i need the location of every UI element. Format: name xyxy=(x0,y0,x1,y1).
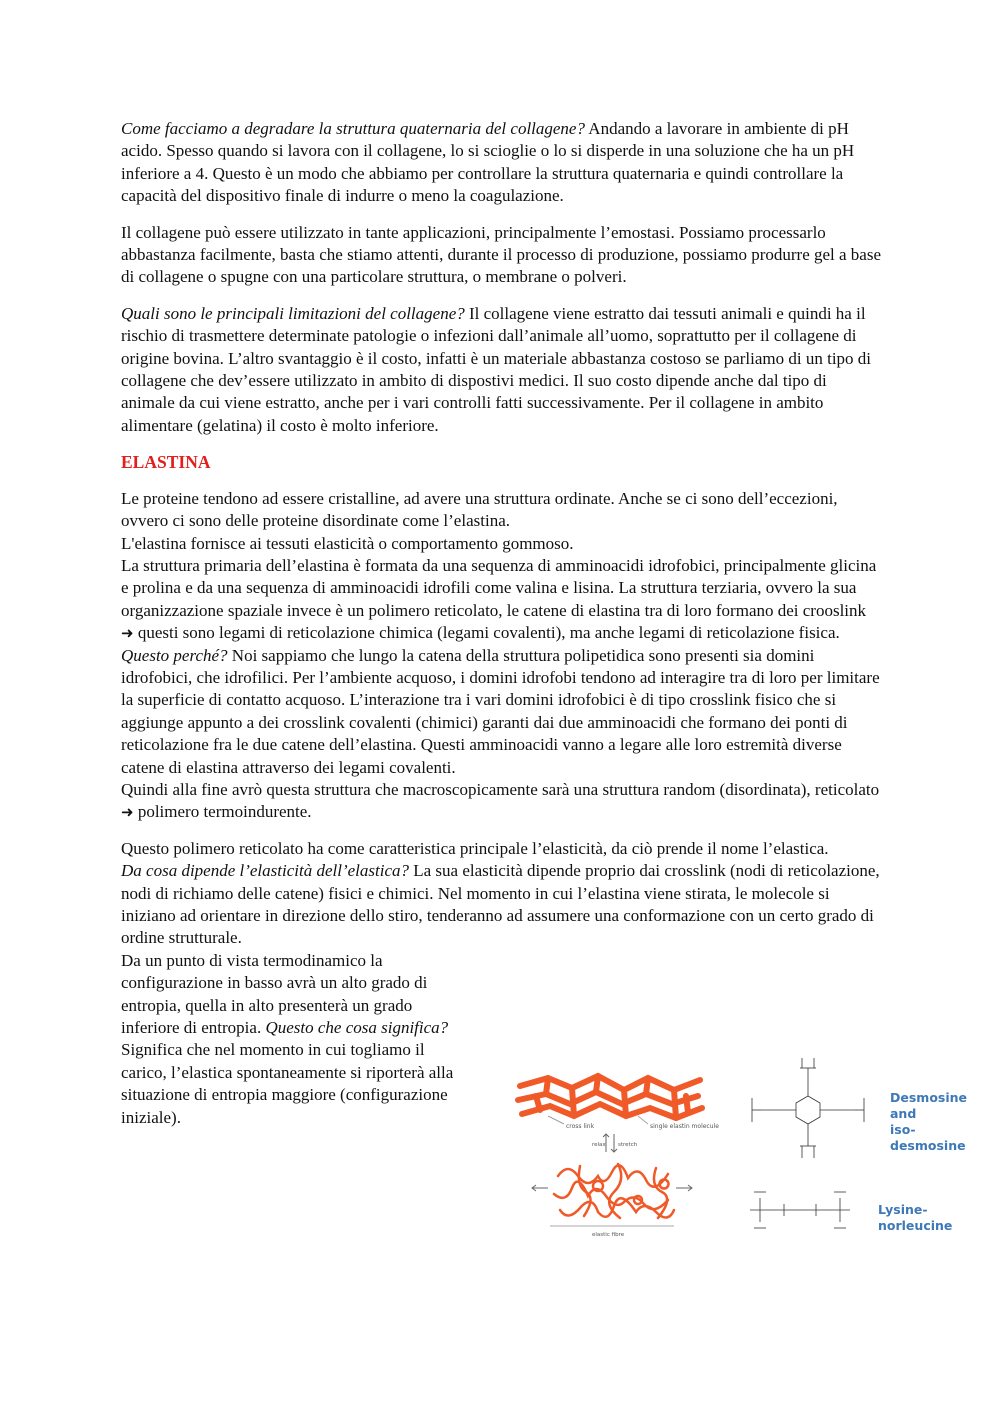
label-stretch: stretch xyxy=(618,1142,638,1148)
label-crosslink: cross link xyxy=(566,1123,595,1130)
arrow-icon: ➜ xyxy=(121,624,134,643)
label-relax: relax xyxy=(592,1142,606,1148)
elastin-figure xyxy=(488,1046,988,1246)
paragraph-thermodynamics: Da un punto di vista termodinamico la configurazione in basso avrà un alto grado di entropia, quella in alto presenterà un grado inferiore di entropia. Questo che cosa significa? Significa che nel momento in cui togliamo il carico, l’elastica spontaneamente si riporterà alla situazione di entropia maggiore (configurazione iniziale). xyxy=(121,950,454,1127)
paragraph-elastina: Le proteine tendono ad essere cristalline, ad avere una struttura ordinate. Anche se ci sono dell’eccezioni, ovvero ci sono delle proteine disordinate come l’elastina. L'elastina fornisce ai tessuti elasticità o comportamento gommoso. La struttura primaria dell’elastina è formata da una sequenza di amminoacidi idrofobici, principalmente glicina e prolina e da una sequenza di amminoacidi idrofili come valina e lisina. La struttura terziaria, ovvero la sua organizzazione spaziale invece è un polimero reticolato, le catene di elastina tra di loro formano dei crooslink ➜ questi sono legami di reticolazione chimica (legami covalenti), ma anche legami di reticolazione fisica. Questo perché? Noi sappiamo che lungo la catena della struttura polipetidica sono presenti sia domini idrofobici, che idrofilici. Per l’ambiente acquoso, i domini idrofobi tendono ad interagire tra di loro per limitare la superficie di contatto acquoso. L’interazione tra i vari domini idrofobici è di tipo crosslink fisico che si aggiunge appunto a dei crosslink covalenti (chimici) garanti dai due amminoacidi che formano dei ponti di reticolazione fra le due catene dell’elastina. Questi amminoacidi vanno a legare alle loro estremità diverse catene di elastina attraverso dei legami covalenti. Quindi alla fine avrò questa struttura che macroscopicamente sarà una struttura random (disordinata), reticolato ➜ polimero termoindurente. xyxy=(121,488,880,822)
arrow-icon: ➜ xyxy=(121,803,134,822)
lysine-norleucine-label: Lysine-norleucine xyxy=(878,1202,953,1233)
paragraph-collagen-limitations: Quali sono le principali limitazioni del collagene? Il collagene viene estratto dai tessuti animali e quindi ha il rischio di trasmettere determinate patologie o infezioni dall’animale all’uomo, soprattutto per il collagene di origine bovina. L’altro svantaggio è il costo, infatti è un materiale abbastanza costoso se parliamo di un tipo di collagene che dev’essere utilizzato in ambito di dispostivi medici. Il suo costo dipende anche dal tipo di animale da cui viene estratto, anche per i vari controlli fatti successivamente. Per il collagene in ambito alimentare (gelatina) il costo è molto inferiore. xyxy=(121,303,872,435)
paragraph-elasticity: Questo polimero reticolato ha come caratteristica principale l’elasticità, da ciò prende il nome l’elastica. Da cosa dipende l’elasticità dell’elastica? La sua elasticità dipende proprio dai crosslink (nodi di reticolazione, nodi di richiamo delle catene) fisici e chimici. Nel momento in cui l’elastina viene stirata, le molecole si iniziano ad orientare in direzione dello stiro, tenderanno ad assumere una conformazione con un certo grado di ordine strutturale. xyxy=(121,838,880,948)
stretched-network xyxy=(518,1076,702,1118)
section-heading-elastina: ELASTINA xyxy=(121,452,211,473)
question: Questo che cosa significa? xyxy=(265,1018,449,1038)
paragraph-collagen-applications: Il collagene può essere utilizzato in tante applicazioni, principalmente l’emostasi. Possiamo processarlo abbastanza facilmente, basta che stiamo attenti, durante il processo di produzione, possiamo produrre gel a base di collagene o spugne con una particolare struttura, o membrane o polveri. xyxy=(121,222,882,287)
question: Questo perché? xyxy=(121,645,228,665)
desmosine-label: Desmosine and iso-desmosine xyxy=(890,1090,968,1153)
question: Quali sono le principali limitazioni del collagene? xyxy=(121,303,465,323)
label-elastic-fibre: elastic fibre xyxy=(592,1232,625,1238)
document-body xyxy=(121,118,881,1129)
label-single-molecule: single elastin molecule xyxy=(650,1123,719,1130)
lysine-norleucine-structure xyxy=(750,1192,850,1228)
desmosine-structure xyxy=(752,1058,864,1158)
relaxed-network xyxy=(554,1164,674,1218)
question: Da cosa dipende l’elasticità dell’elastica? xyxy=(121,861,409,881)
question: Come facciamo a degradare la struttura quaternaria del collagene? xyxy=(121,119,585,138)
paragraph-collagen-degradation: Come facciamo a degradare la struttura quaternaria del collagene? Andando a lavorare in ambiente di pH acido. Spesso quando si lavora con il collagene, lo si scioglie o lo si disperde in una soluzione che ha un pH inferiore a 4. Questo è un modo che abbiamo per controllare la struttura quaternaria e quindi controllare la capacità del dispositivo finale di indurre o meno la coagulazione. xyxy=(121,119,855,206)
